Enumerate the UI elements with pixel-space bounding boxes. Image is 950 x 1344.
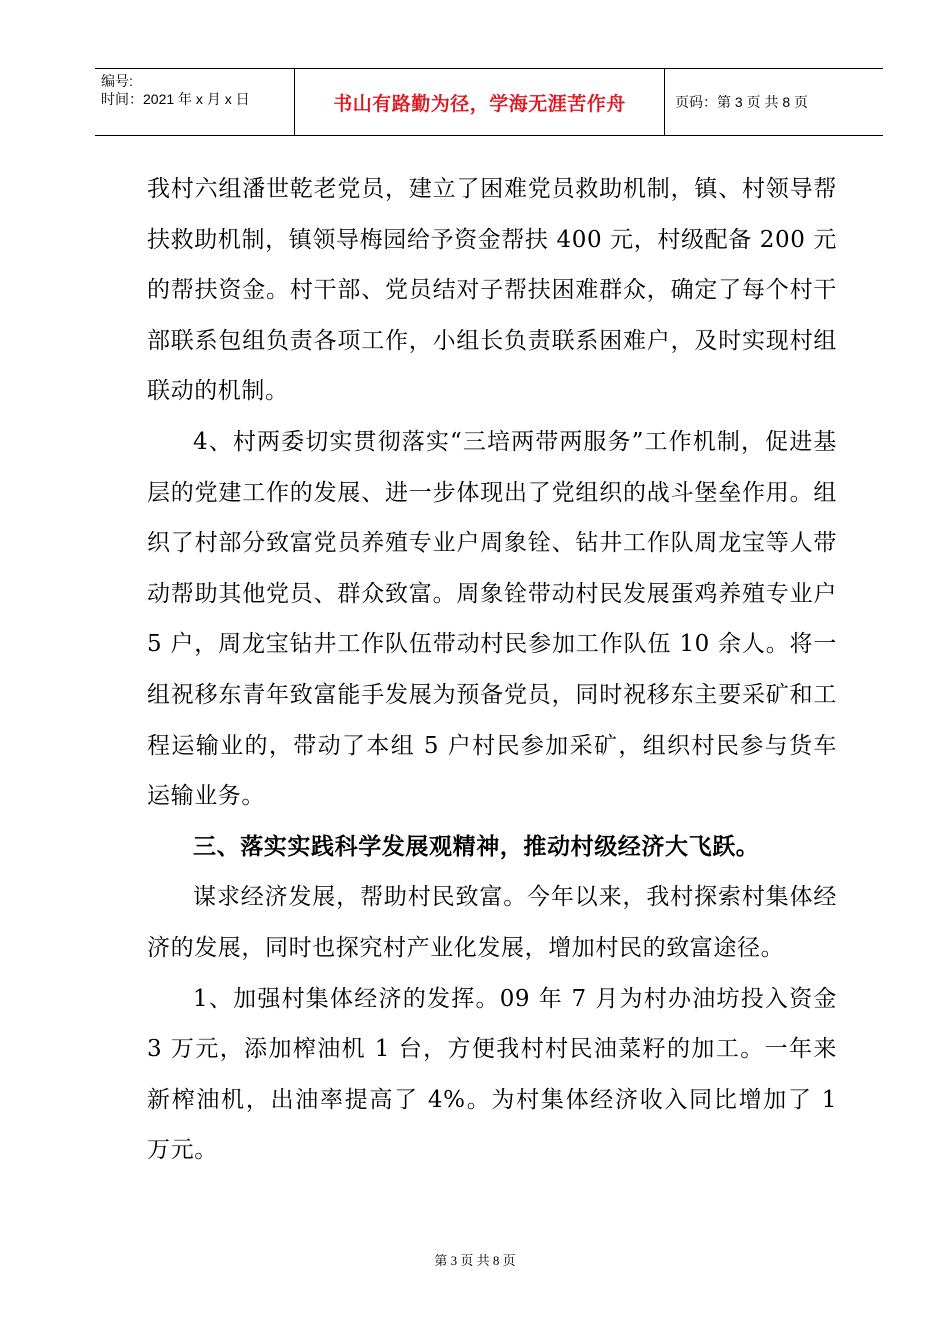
paragraph-item-4: 4、村两委切实贯彻落实“三培两带两服务”工作机制，促进基层的党建工作的发展、进一步体现出了党组织的战斗堡垒作用。组织了村部分致富党员养殖专业户周象铨、钻井工作队周龙宝等人带动帮助其他党员、群众致富。周象铨带动村民发展蛋鸡养殖专业户 5 户，周龙宝钻井工作队伍带动村民参加工作队伍 10 余人。将一组祝移东青年致富能手发展为预备党员，同时祝移东主要采矿和工程运输业的，带动了本组 5 户村民参加采矿，组织村民参与货车运输业务。 [147,428,837,810]
page-footer: 第 3 页 共 8 页 [434,1253,516,1268]
paragraph-section-intro: 谋求经济发展，帮助村民致富。今年以来，我村探索村集体经济的发展，同时也探究村产业化发展，增加村民的致富途径。 [147,884,837,961]
document-number-label: 编号: [101,73,133,89]
page-header [95,68,883,136]
header-motto: 书山有路勤为径，学海无涯苦作舟 [295,69,665,135]
header-meta [95,69,295,135]
header-page-number: 页码：第 3 页 共 8 页 [675,94,809,110]
paragraph-continuation: 我村六组潘世乾老党员，建立了困难党员救助机制，镇、村领导帮扶救助机制，镇领导梅园给予资金帮扶 400 元，村级配备 200 元的帮扶资金。村干部、党员结对子帮扶困难群众，确定了每个村干部联系包组负责各项工作，小组长负责联系困难户，及时实现村组联动的机制。 [147,176,837,405]
section-heading-3: 三、落实实践科学发展观精神，推动村级经济大飞跃。 [193,833,760,860]
document-time-label: 时间：2021 年 x 月 x 日 [101,91,250,107]
document-body [147,164,837,1176]
paragraph-item-1: 1、加强村集体经济的发挥。09 年 7 月为村办油坊投入资金 3 万元，添加榨油机 1 台，方便我村村民油菜籽的加工。一年来新榨油机，出油率提高了 4%。为村集体经济收入同比增加了 1 万元。 [147,985,837,1164]
